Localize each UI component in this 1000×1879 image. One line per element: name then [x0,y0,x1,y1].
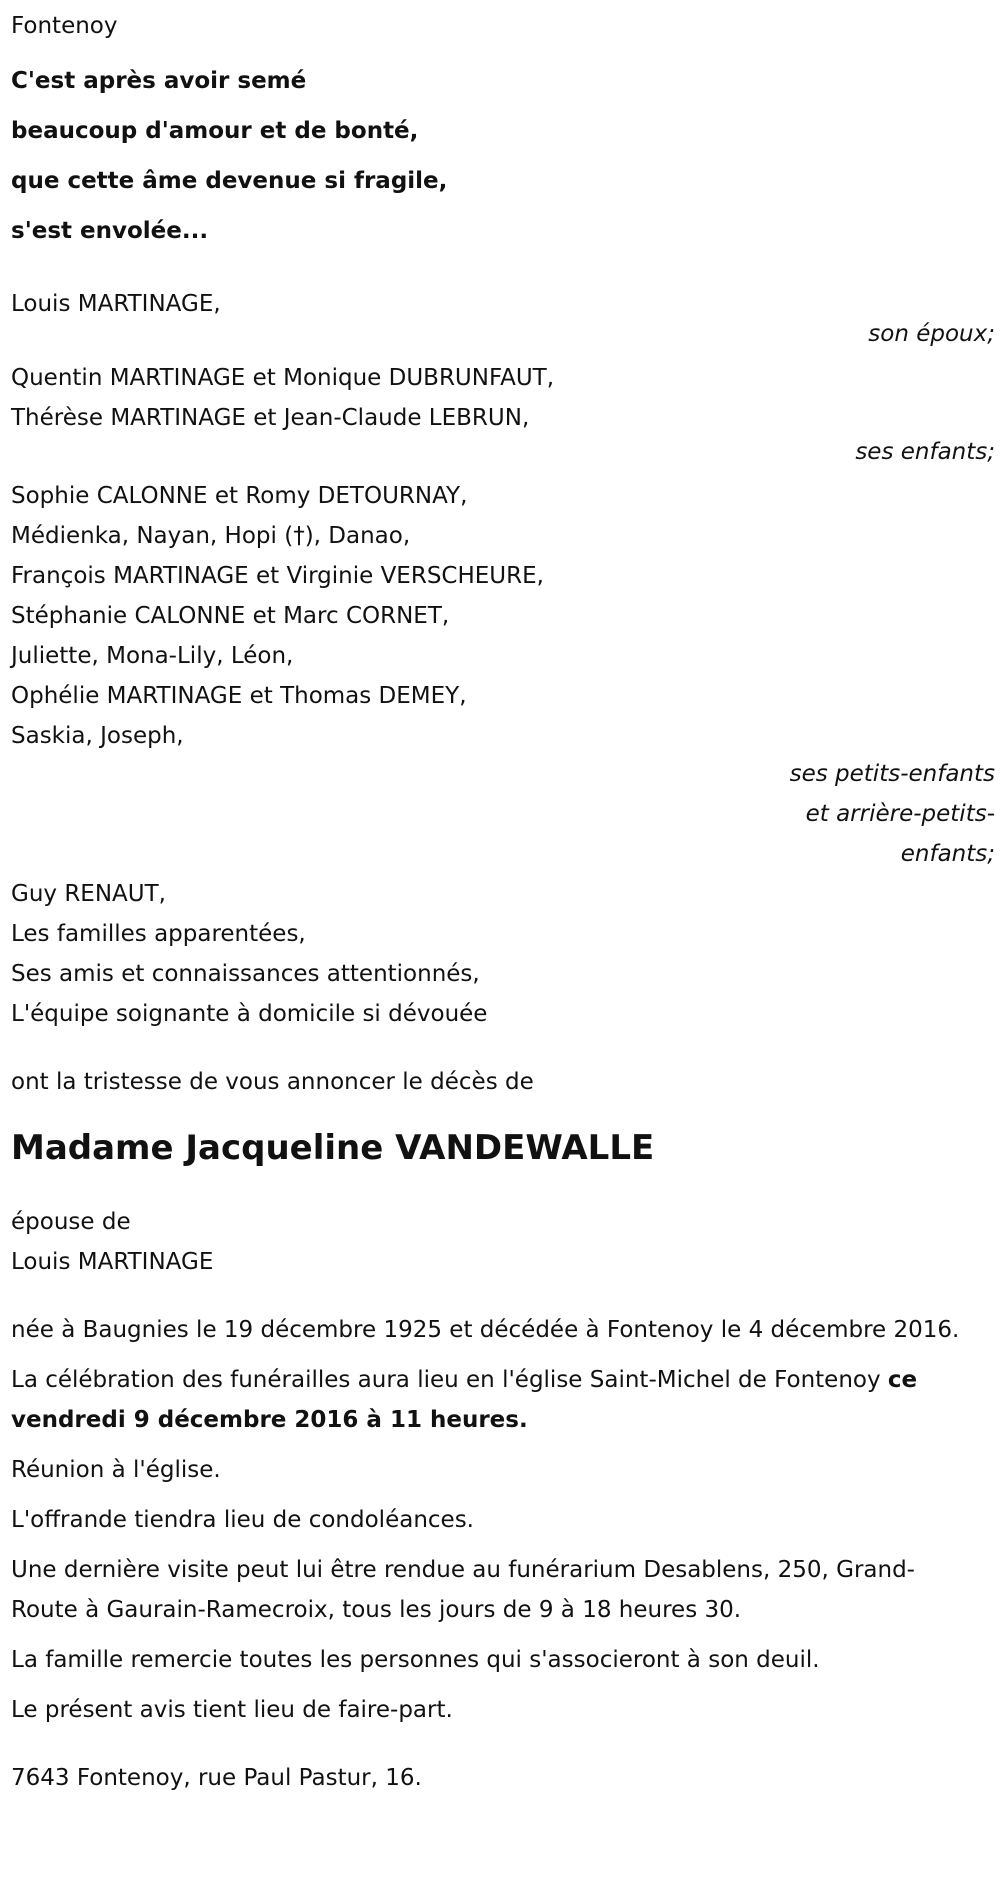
funeral-text: La célébration des funérailles aura lieu en l'église Saint-Michel de Fontenoy [11,1367,888,1393]
poem-line: s'est envolée... [11,218,209,244]
visit-info: Une dernière visite peut lui être rendue au funérarium Desablens, 250, Grand-Route à Gaurain-Ramecroix, tous les jours de 9 à 18 heures 30. [11,1557,915,1623]
poem [11,56,998,256]
grandchildren-relation: enfants; [900,841,995,867]
funeral-date: ce vendredi 9 décembre 2016 à 11 heures. [11,1367,918,1433]
poem-line: que cette âme devenue si fragile, [11,168,448,194]
funeral-info [11,1360,971,1440]
grandchild-name: Sophie CALONNE et Romy DETOURNAY, [11,483,468,509]
others-block [11,874,998,1034]
other-mourner: Guy RENAUT, [11,881,166,907]
spouse-of-label: épouse de [11,1209,131,1235]
other-mourner: Ses amis et connaissances attentionnés, [11,961,480,987]
grandchild-name: Stéphanie CALONNE et Marc CORNET, [11,603,450,629]
grandchild-name: Médienka, Nayan, Hopi (†), Danao, [11,523,411,549]
deceased-name: Madame Jacqueline VANDEWALLE [11,1128,655,1168]
thanks-info: La famille remercie toutes les personnes qui s'associeront à son deuil. [11,1647,820,1673]
notice-info: Le présent avis tient lieu de faire-part. [11,1697,453,1723]
poem-line: C'est après avoir semé [11,68,307,94]
spouse-of-block [11,1202,998,1282]
grandchild-name: Saskia, Joseph, [11,723,184,749]
spouse-block [11,284,998,354]
child-name: Thérèse MARTINAGE et Jean-Claude LEBRUN, [11,405,530,431]
obituary-notice [0,6,998,1798]
birth-death: née à Baugnies le 19 décembre 1925 et décédée à Fontenoy le 4 décembre 2016. [11,1317,960,1343]
other-mourner: L'équipe soignante à domicile si dévouée [11,1001,488,1027]
spouse-name: Louis MARTINAGE, [11,291,221,317]
children-relation: ses enfants; [855,439,995,465]
meeting-info: Réunion à l'église. [11,1457,221,1483]
grandchild-name: Ophélie MARTINAGE et Thomas DEMEY, [11,683,467,709]
children-block [11,358,998,472]
address: 7643 Fontenoy, rue Paul Pastur, 16. [11,1765,422,1791]
grandchild-name: Juliette, Mona-Lily, Léon, [11,643,294,669]
grandchildren-relation: ses petits-enfants [789,761,995,787]
poem-line: beaucoup d'amour et de bonté, [11,118,419,144]
other-mourner: Les familles apparentées, [11,921,306,947]
offering-info: L'offrande tiendra lieu de condoléances. [11,1507,474,1533]
grandchild-name: François MARTINAGE et Virginie VERSCHEURE, [11,563,544,589]
location-header: Fontenoy [11,13,118,39]
spouse-relation: son époux; [868,321,995,347]
grandchildren-block [11,476,998,874]
grandchildren-relation: et arrière-petits- [805,801,995,827]
spouse-of-name: Louis MARTINAGE [11,1249,214,1275]
child-name: Quentin MARTINAGE et Monique DUBRUNFAUT, [11,365,555,391]
announcement: ont la tristesse de vous annoncer le décès de [11,1069,534,1095]
